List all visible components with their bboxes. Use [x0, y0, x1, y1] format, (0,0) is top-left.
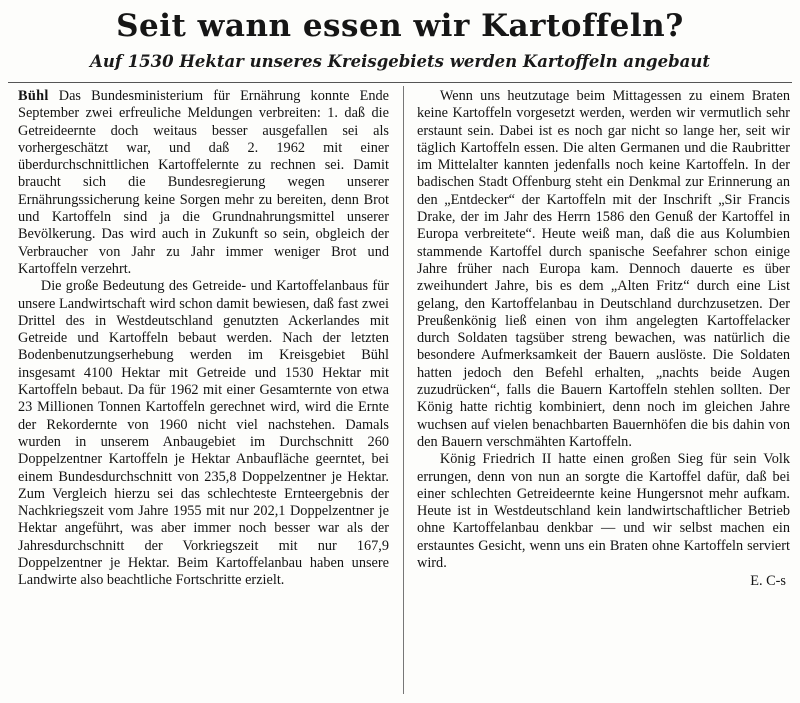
left-paragraph-1-text: Das Bundesministerium für Ernährung konnte Ende September zwei erfreuliche Meldungen verbreiten: 1. daß die Getreideernte doch weitaus besser ausgefallen sei als vorhergeschätzt war, und daß 2. 1962 mit einer überdurchschnittlichen Kartoffelernte zu rechnen sei. Damit braucht sich die Bundesregierung wegen unserer Ernährungssicherung keine Sorgen mehr zu bereiten, denn Brot und Kartoffeln sind ja die Grundnahrungsmittel unserer Bevölkerung. Das wird auch in Zukunft so sein, obgleich der Verbraucher von Jahr zu Jahr immer weniger Brot und Kartoffeln verzehrt.: [18, 88, 389, 277]
article-subheadline: Auf 1530 Hektar unseres Kreisgebiets werden Kartoffeln angebaut: [90, 52, 710, 71]
author-signature: E. C-s: [750, 573, 786, 590]
left-column: [18, 88, 389, 590]
right-column: [417, 88, 790, 591]
left-paragraph-2: Die große Bedeutung des Getreide- und Kartoffelanbaus für unsere Landwirtschaft wird schon damit bewiesen, daß fast zwei Drittel des in Westdeutschland genutzten Ackerlandes mit Getreide und Kartoffeln bebaut werden. Nach der letzten Bodenbenutzungserhebung werden im Kreisgebiet Bühl insgesamt 4100 Hektar mit Getreide und 1530 Hektar mit Kartoffeln bebaut. Da für 1962 mit einer Gesamternte von etwa 23 Millionen Tonnen Kartoffeln gerechnet wird, wird die Ernte der Rekordernte von 1960 nicht viel nachstehen. Damals wurden in unserem Anbaugebiet im Durchschnitt 260 Doppelzentner Kartoffeln je Hektar Anbaufläche geerntet, bei einem Bundesdurchschnitt von 235,8 Doppelzentner je Hektar. Zum Vergleich hierzu sei das schlechteste Ernteergebnis der Nachkriegszeit vom Jahre 1955 mit nur 202,1 Doppelzentner je Hektar angeführt, was aber immer noch besser war als der Jahresdurchschnitt der Vorkriegszeit mit nur 167,9 Doppelzentner je Hektar. Beim Kartoffelanbau haben unsere Landwirte also beachtliche Fortschritte erzielt.: [18, 278, 389, 589]
right-paragraph-1: Wenn uns heutzutage beim Mittagessen zu einem Braten keine Kartoffeln vorgesetzt werden, werden wir vermutlich sehr erstaunt sein. Dabei ist es noch gar nicht so lange her, seit wir täglich Kartoffeln essen. Die alten Germanen und die Raubritter im Mittelalter kannten jedenfalls noch keine Kartoffeln. In der badischen Stadt Offenburg steht ein Denkmal zur Erinnerung an den „Entdecker“ der Kartoffeln mit der Inschrift „Sir Francis Drake, der im Jahr des Herrn 1586 den Genuß der Kartoffel in Europa verbreitete“. Heute weiß man, daß die aus Kolumbien stammende Kartoffel durch spanische Seefahrer schon einige Jahre früher nach Europa kam. Dennoch dauerte es über zweihundert Jahre, bis es dem „Alten Fritz“ durch eine List gelang, den Kartoffelanbau in Deutschland durchzusetzen. Der Preußenkönig ließ einen von ihm angelegten Kartoffelacker durch Soldaten tagsüber streng bewachen, was natürlich die besondere Aufmerksamkeit der Bauern auslöste. Die Soldaten hatten jedoch den Befehl erhalten, „nachts beide Augen zuzudrücken“, falls die Bauern Kartoffeln stehlen sollten. Der König hatte richtig kombiniert, denn noch im gleichen Jahre wuchsen auf vielen benachbarten Bauernhöfen die bis dahin von den Bauern verschmähten Kartoffeln.: [417, 88, 790, 450]
right-paragraph-2: König Friedrich II hatte einen großen Sieg für sein Volk errungen, denn von nun an sorgte die Kartoffel dafür, daß bei einer schlechten Getreideernte keine Hungersnot mehr aufkam. Heute ist in Westdeutschland kein landwirtschaftlicher Betrieb ohne Kartoffelanbau denkbar — und wir selbst machen ein erstauntes Gesicht, wenn uns ein Braten ohne Kartoffeln serviert wird.: [417, 451, 790, 572]
dateline: Bühl: [18, 88, 49, 104]
header-rule: [8, 82, 792, 83]
left-paragraph-1: [18, 88, 389, 278]
article-headline: Seit wann essen wir Kartoffeln?: [116, 8, 684, 44]
column-divider: [403, 86, 404, 694]
